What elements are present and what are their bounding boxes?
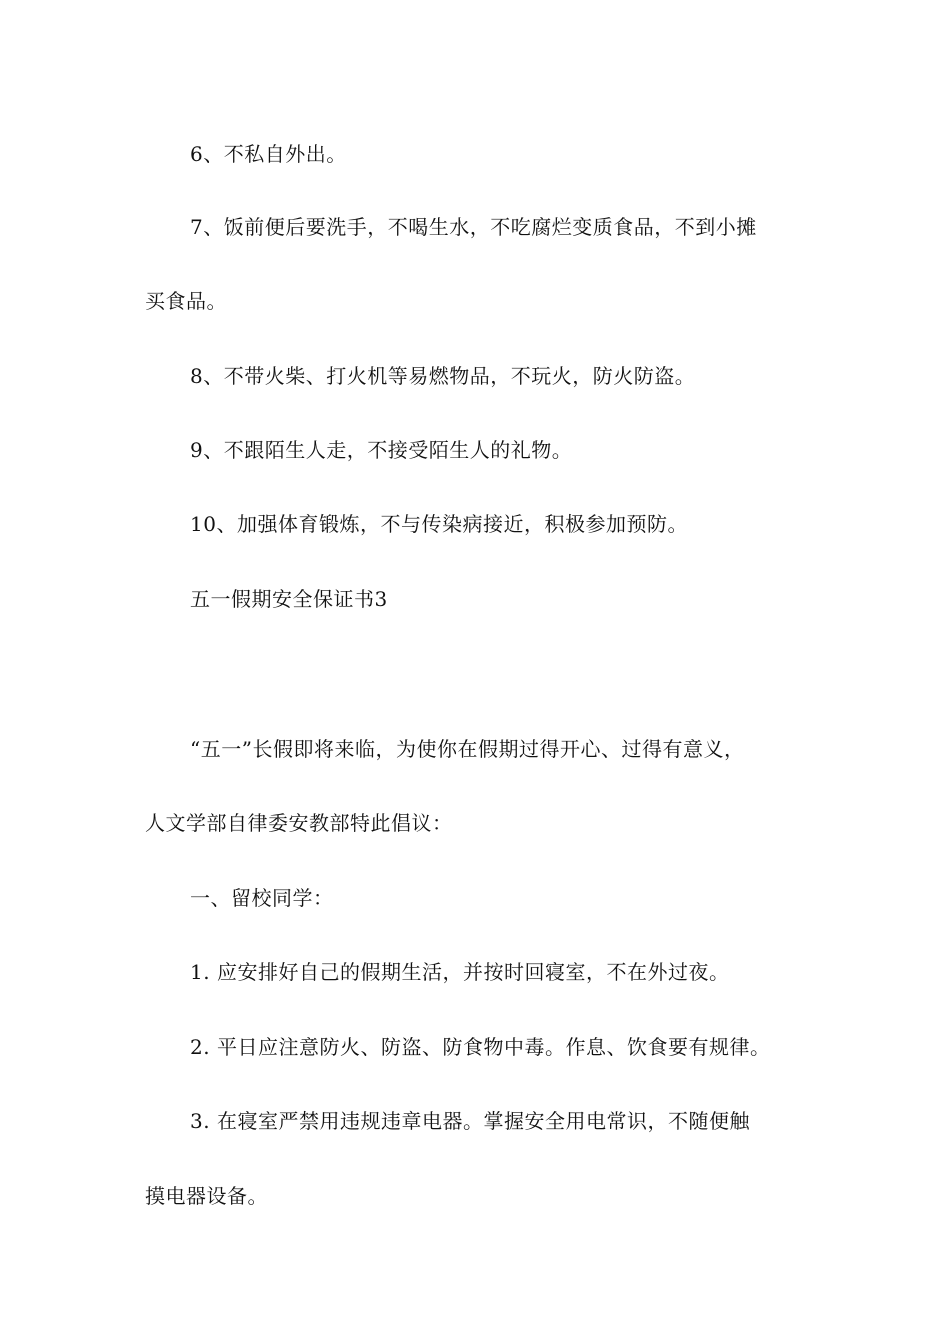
rule-2-text: 2. 平日应注意防火、防盗、防食物中毒。作息、饮食要有规律。 (190, 1035, 771, 1059)
intro-paragraph-cont: 人文学部自律委安教部特此倡议： (145, 811, 453, 835)
item-10-text: 10、加强体育锻炼，不与传染病接近，积极参加预防。 (190, 512, 688, 536)
intro-paragraph: “五一”长假即将来临，为使你在假期过得开心、过得有意义， (190, 737, 745, 761)
item-7-text-cont: 买食品。 (145, 289, 227, 313)
rule-3-text-cont: 摸电器设备。 (145, 1184, 268, 1208)
rule-3-text: 3. 在寝室严禁用违规违章电器。掌握安全用电常识，不随便触 (190, 1109, 750, 1133)
item-8-text: 8、不带火柴、打火机等易燃物品，不玩火，防火防盗。 (190, 364, 696, 388)
subsection-heading: 一、留校同学： (190, 886, 334, 910)
section-title: 五一假期安全保证书3 (190, 587, 388, 611)
rule-1-text: 1. 应安排好自己的假期生活，并按时回寝室，不在外过夜。 (190, 960, 730, 984)
item-6-text: 6、不私自外出。 (190, 142, 347, 166)
item-7-text: 7、饭前便后要洗手，不喝生水，不吃腐烂变质食品，不到小摊 (190, 215, 757, 239)
item-9-text: 9、不跟陌生人走，不接受陌生人的礼物。 (190, 438, 573, 462)
